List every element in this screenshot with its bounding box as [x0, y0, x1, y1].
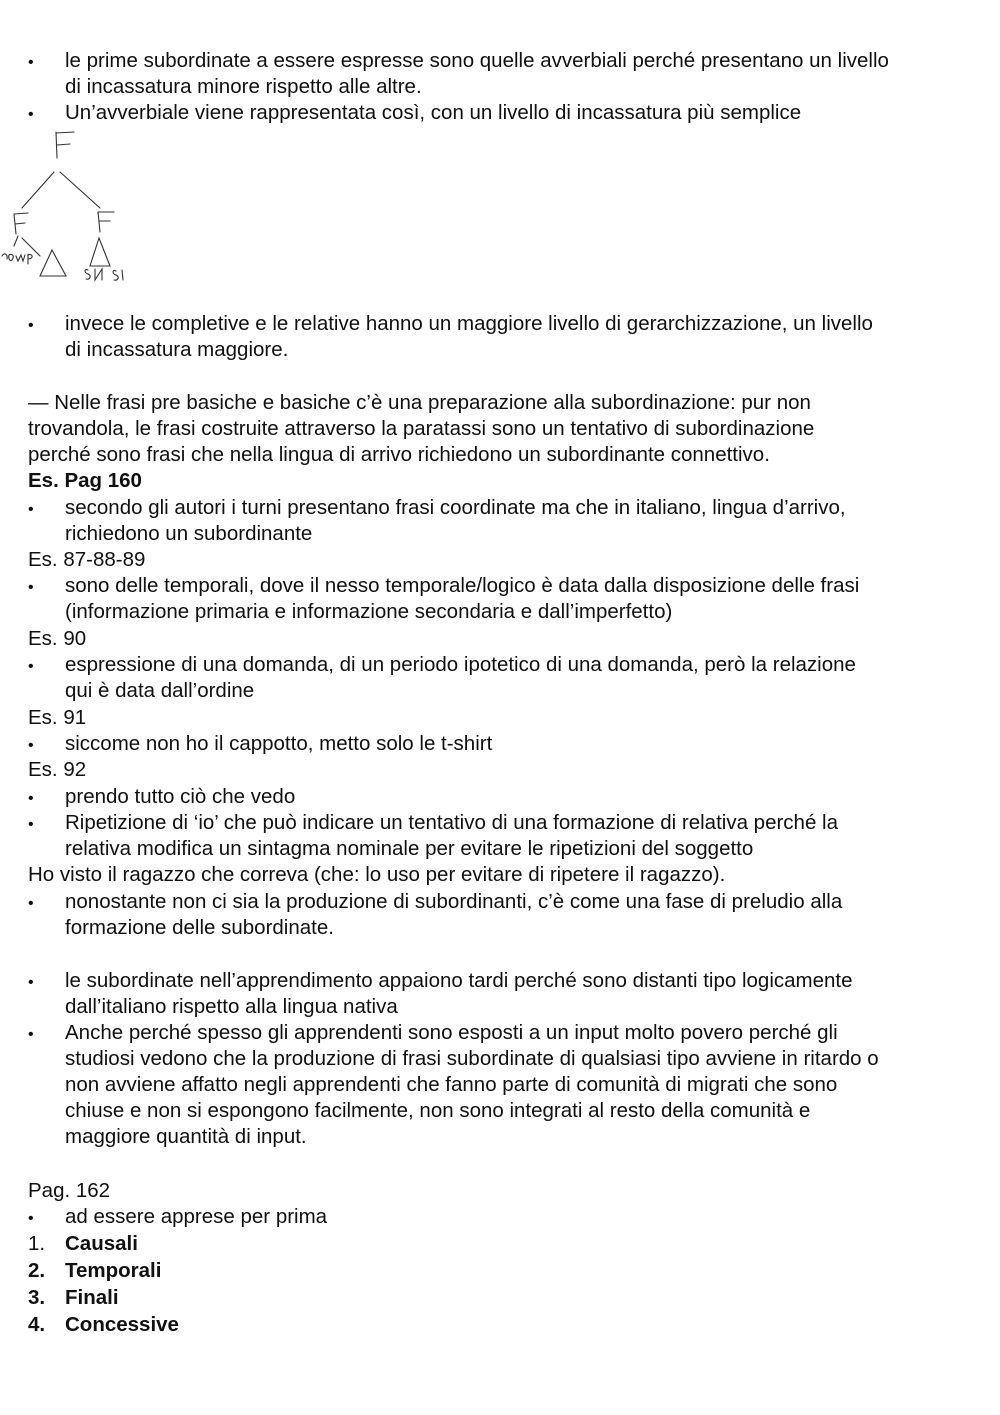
bullet-text: espressione di una domanda, di un periodo ipotetico di una domanda, però la relazione	[65, 653, 856, 676]
bullet-marker: •	[28, 790, 34, 807]
bullet-text: Ripetizione di ‘io’ che può indicare un tentativo di una formazione di relativa perché la	[65, 811, 839, 834]
tree-left-scribble	[2, 254, 32, 264]
page-reference: Pag. 162	[28, 1179, 111, 1202]
bullet-marker: •	[28, 1026, 34, 1043]
tree-left-branch	[22, 238, 40, 256]
bullet-text: sono delle temporali, dove il nesso temporale/logico è data dalla disposizione delle frasi	[65, 574, 860, 597]
tree-left-triangle	[40, 250, 66, 276]
bullet-text: studiosi vedono che la produzione di frasi subordinate di qualsiasi tipo avviene in ritardo o	[65, 1047, 879, 1070]
list-number: 1.	[28, 1232, 46, 1255]
bullet-text: Anche perché spesso gli apprendenti sono esposti a un input molto povero perché gli	[65, 1021, 838, 1044]
bullet-text: formazione delle subordinate.	[65, 916, 334, 939]
bullet-text: prendo tutto ciò che vedo	[65, 785, 296, 808]
tree-left-letter	[14, 213, 28, 234]
hand-drawn-tree-diagram	[0, 128, 140, 288]
bullet-text: non avviene affatto negli apprendenti che fanno parte di comunità di migrati che sono	[65, 1073, 838, 1096]
section-heading: Es. Pag 160	[28, 469, 142, 492]
bullet-text: le prime subordinate a essere espresse sono quelle avverbiali perché presentano un livello	[65, 49, 889, 72]
tree-branch-right	[60, 172, 100, 208]
bullet-marker: •	[28, 106, 34, 123]
bullet-text: qui è data dall’ordine	[65, 679, 255, 702]
bullet-text: le subordinate nell’apprendimento appaiono tardi perché sono distanti tipo logicamente	[65, 969, 853, 992]
bullet-marker: •	[28, 317, 34, 334]
bullet-marker: •	[28, 895, 34, 912]
paragraph-line: — Nelle frasi pre basiche e basiche c’è una preparazione alla subordinazione: pur non	[28, 391, 811, 414]
example-label: Es. 87-88-89	[28, 548, 146, 571]
bullet-marker: •	[28, 737, 34, 754]
example-label: Es. 91	[28, 706, 87, 729]
paragraph-line: Ho visto il ragazzo che correva (che: lo uso per evitare di ripetere il ragazzo).	[28, 863, 726, 886]
tree-root-letter	[56, 132, 74, 158]
list-item: Temporali	[65, 1259, 162, 1282]
bullet-text: di incassatura maggiore.	[65, 338, 289, 361]
example-label: Es. 92	[28, 758, 87, 781]
bullet-text: siccome non ho il cappotto, metto solo le t-shirt	[65, 732, 493, 755]
bullet-marker: •	[28, 579, 34, 596]
bullet-text: relativa modifica un sintagma nominale per evitare le ripetizioni del soggetto	[65, 837, 754, 860]
bullet-text: maggiore quantità di input.	[65, 1125, 307, 1148]
bullet-text: chiuse e non si espongono facilmente, non sono integrati al resto della comunità e	[65, 1099, 811, 1122]
bullet-marker: •	[28, 54, 34, 71]
paragraph-line: perché sono frasi che nella lingua di arrivo richiedono un subordinante connettivo.	[28, 443, 770, 466]
bullet-marker: •	[28, 501, 34, 518]
tree-branch-left	[22, 172, 54, 208]
bullet-text: richiedono un subordinante	[65, 522, 313, 545]
tree-right-triangle	[90, 238, 110, 266]
bullet-text: Un’avverbiale viene rappresentata così, con un livello di incassatura più semplice	[65, 101, 802, 124]
tree-right-scribble-1	[85, 269, 102, 280]
bullet-text: secondo gli autori i turni presentano frasi coordinate ma che in italiano, lingua d’arrivo,	[65, 496, 846, 519]
bullet-text: nonostante non ci sia la produzione di subordinanti, c’è come una fase di preludio alla	[65, 890, 843, 913]
list-number: 3.	[28, 1286, 46, 1309]
tree-right-letter	[98, 212, 114, 232]
bullet-marker: •	[28, 1210, 34, 1227]
list-item: Concessive	[65, 1313, 179, 1336]
tree-right-scribble-2	[113, 270, 123, 280]
list-item: Causali	[65, 1232, 138, 1255]
bullet-text: dall’italiano rispetto alla lingua nativa	[65, 995, 398, 1018]
bullet-marker: •	[28, 658, 34, 675]
bullet-text: di incassatura minore rispetto alle altre.	[65, 75, 422, 98]
list-item: Finali	[65, 1286, 119, 1309]
tree-left-stem	[14, 236, 18, 246]
example-label: Es. 90	[28, 627, 87, 650]
bullet-text: invece le completive e le relative hanno un maggiore livello di gerarchizzazione, un livello	[65, 312, 873, 335]
list-number: 4.	[28, 1313, 46, 1336]
paragraph-line: trovandola, le frasi costruite attraverso la paratassi sono un tentativo di subordinazione	[28, 417, 815, 440]
bullet-text: ad essere apprese per prima	[65, 1205, 328, 1228]
list-number: 2.	[28, 1259, 46, 1282]
bullet-marker: •	[28, 974, 34, 991]
bullet-text: (informazione primaria e informazione secondaria e dall’imperfetto)	[65, 600, 673, 623]
bullet-marker: •	[28, 816, 34, 833]
